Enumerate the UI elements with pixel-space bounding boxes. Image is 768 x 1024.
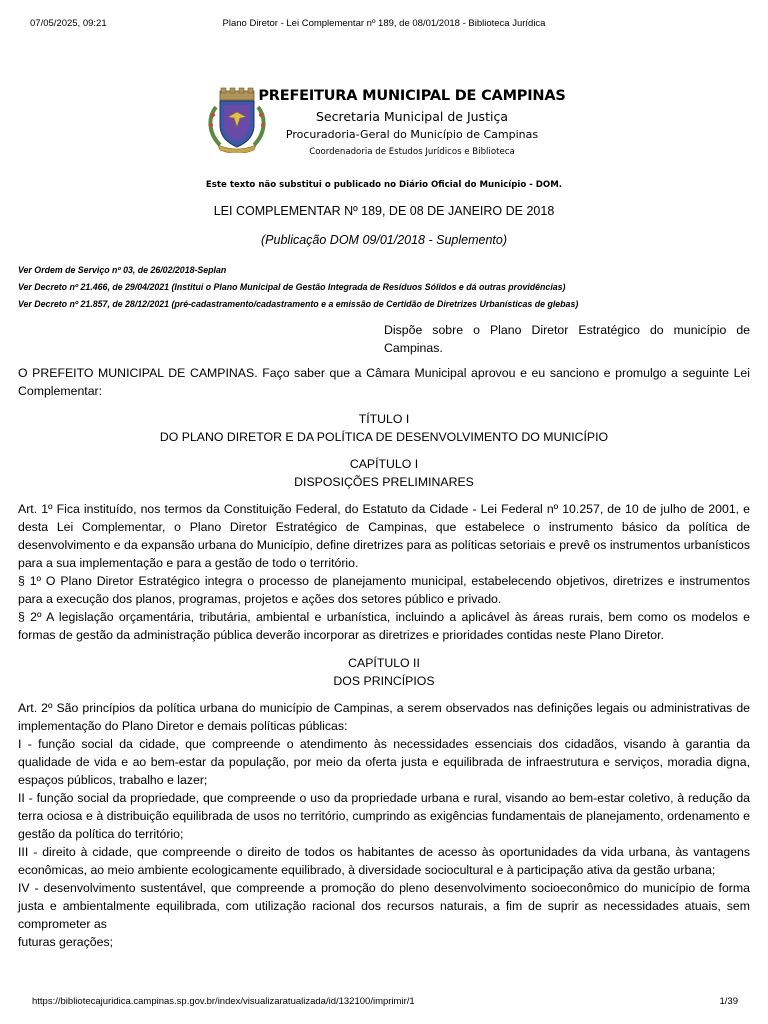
- article-2: [18, 699, 750, 951]
- letterhead-procuradoria: Procuradoria-Geral do Município de Campinas: [285, 128, 539, 141]
- reference-link-decreto-21466[interactable]: Ver Decreto nº 21.466, de 29/04/2021 (Institui o Plano Municipal de Gestão Integrada de Resíduos Sólidos e dá outras providências): [18, 282, 566, 292]
- capitulo-2-heading: [0, 654, 768, 690]
- capitulo-1-label: CAPÍTULO I: [349, 457, 419, 471]
- capitulo-2-name: DOS PRINCÍPIOS: [333, 674, 435, 688]
- reference-links: [18, 262, 758, 313]
- letterhead-coordenadoria: Coordenadoria de Estudos Jurídicos e Biblioteca: [309, 147, 515, 157]
- print-datetime: 07/05/2025, 09:21: [30, 18, 107, 29]
- print-page-number: 1/39: [719, 996, 738, 1007]
- article-2-inciso-3: III - direito à cidade, que compreende o direito de todos os habitantes de acesso às oportunidades da vida urbana, às vantagens econômicas, ao meio ambiente ecologicamente equilibrado, à diversidade sociocultural e à participação ativa da gestão urbana;: [18, 845, 750, 877]
- article-2-inciso-4-continuation: futuras gerações;: [18, 935, 114, 949]
- letterhead-secretaria: Secretaria Municipal de Justiça: [316, 109, 508, 124]
- titulo-name: DO PLANO DIRETOR E DA POLÍTICA DE DESENVOLVIMENTO DO MUNICÍPIO: [159, 430, 609, 444]
- article-2-inciso-4: IV - desenvolvimento sustentável, que compreende a promoção do pleno desenvolvimento socioeconômico do município de forma justa e ambientalmente equilibrada, com utilização racional dos recursos naturais, a fim de suprir as necessidades atuais, sem comprometer as: [18, 881, 750, 931]
- article-1-caput: Art. 1º Fica instituído, nos termos da Constituição Federal, do Estatuto da Cidade - Lei Federal nº 10.257, de 10 de julho de 2001, e desta Lei Complementar, o Plano Diretor Estratégico de Campinas, que estabelece o instrumento básico da política de desenvolvimento e da expansão urbana do Município, define diretrizes para as políticas setoriais e prevê os instrumentos urbanísticos para a sua implementação e para a gestão de todo o território.: [18, 502, 750, 570]
- letterhead: [0, 84, 768, 164]
- reference-link-ordem-servico[interactable]: Ver Ordem de Serviço nº 03, de 26/02/2018-Seplan: [18, 265, 227, 275]
- article-2-inciso-1: I - função social da cidade, que compreende o atendimento às necessidades essenciais dos cidadãos, visando à garantia da qualidade de vida e ao bem-estar da população, por meio da oferta justa e equilibrada de infraestrutura e serviços, moradia digna, espaços públicos, trabalho e lazer;: [18, 737, 750, 787]
- article-1: [18, 500, 750, 644]
- capitulo-1-heading: [0, 455, 768, 491]
- preamble: [18, 364, 750, 400]
- preamble-text: O PREFEITO MUNICIPAL DE CAMPINAS. Faço saber que a Câmara Municipal aprovou e eu sanciono e promulgo a seguinte Lei Complementar:: [18, 366, 750, 398]
- law-ementa: Dispõe sobre o Plano Diretor Estratégico do município de Campinas.: [384, 323, 750, 355]
- print-footer: [32, 996, 738, 1010]
- capitulo-2-label: CAPÍTULO II: [348, 656, 420, 670]
- article-2-inciso-2: II - função social da propriedade, que compreende o uso da propriedade urbana e rural, visando ao bem-estar coletivo, à redução da terra ociosa e à distribuição equilibrada de usos no território, cumprindo as exigências fundamentais de planejamento, ordenamento e gestão da política do território;: [18, 791, 750, 841]
- print-url: https://bibliotecajuridica.campinas.sp.gov.br/index/visualizaratualizada/id/132100/imprimir/1: [32, 996, 415, 1007]
- article-2-caput: Art. 2º São princípios da política urbana do município de Campinas, a serem observados nas definições legais ou administrativas de implementação do Plano Diretor e demais políticas públicas:: [18, 701, 750, 733]
- law-publication: (Publicação DOM 09/01/2018 - Suplemento): [261, 233, 507, 247]
- reference-link-decreto-21857[interactable]: Ver Decreto nº 21.857, de 28/12/2021 (pré-cadastramento/cadastramento e a emissão de Certidão de Diretrizes Urbanísticas de glebas): [18, 299, 579, 309]
- titulo-label: TÍTULO I: [358, 412, 410, 426]
- article-1-paragraph-2: § 2º A legislação orçamentária, tributária, ambiental e urbanística, incluindo a aplicável às áreas rurais, bem como os modelos e formas de gestão da administração pública deverão incorporar as diretrizes e prioridades contidas neste Plano Diretor.: [18, 610, 750, 642]
- disclaimer-notice: Este texto não substitui o publicado no Diário Oficial do Município - DOM.: [205, 180, 563, 190]
- letterhead-prefeitura: PREFEITURA MUNICIPAL DE CAMPINAS: [258, 88, 566, 104]
- article-1-paragraph-1: § 1º O Plano Diretor Estratégico integra o processo de planejamento municipal, estabelecendo objetivos, diretrizes e instrumentos para a execução dos planos, programas, projetos e ações dos setores público e privado.: [18, 574, 750, 606]
- titulo-heading: [0, 410, 768, 446]
- print-page-title: Plano Diretor - Lei Complementar nº 189, de 08/01/2018 - Biblioteca Jurídica: [222, 18, 546, 29]
- law-title: LEI COMPLEMENTAR Nº 189, DE 08 DE JANEIRO DE 2018: [213, 204, 555, 218]
- print-header: [30, 18, 738, 32]
- capitulo-1-name: DISPOSIÇÕES PRELIMINARES: [294, 475, 474, 489]
